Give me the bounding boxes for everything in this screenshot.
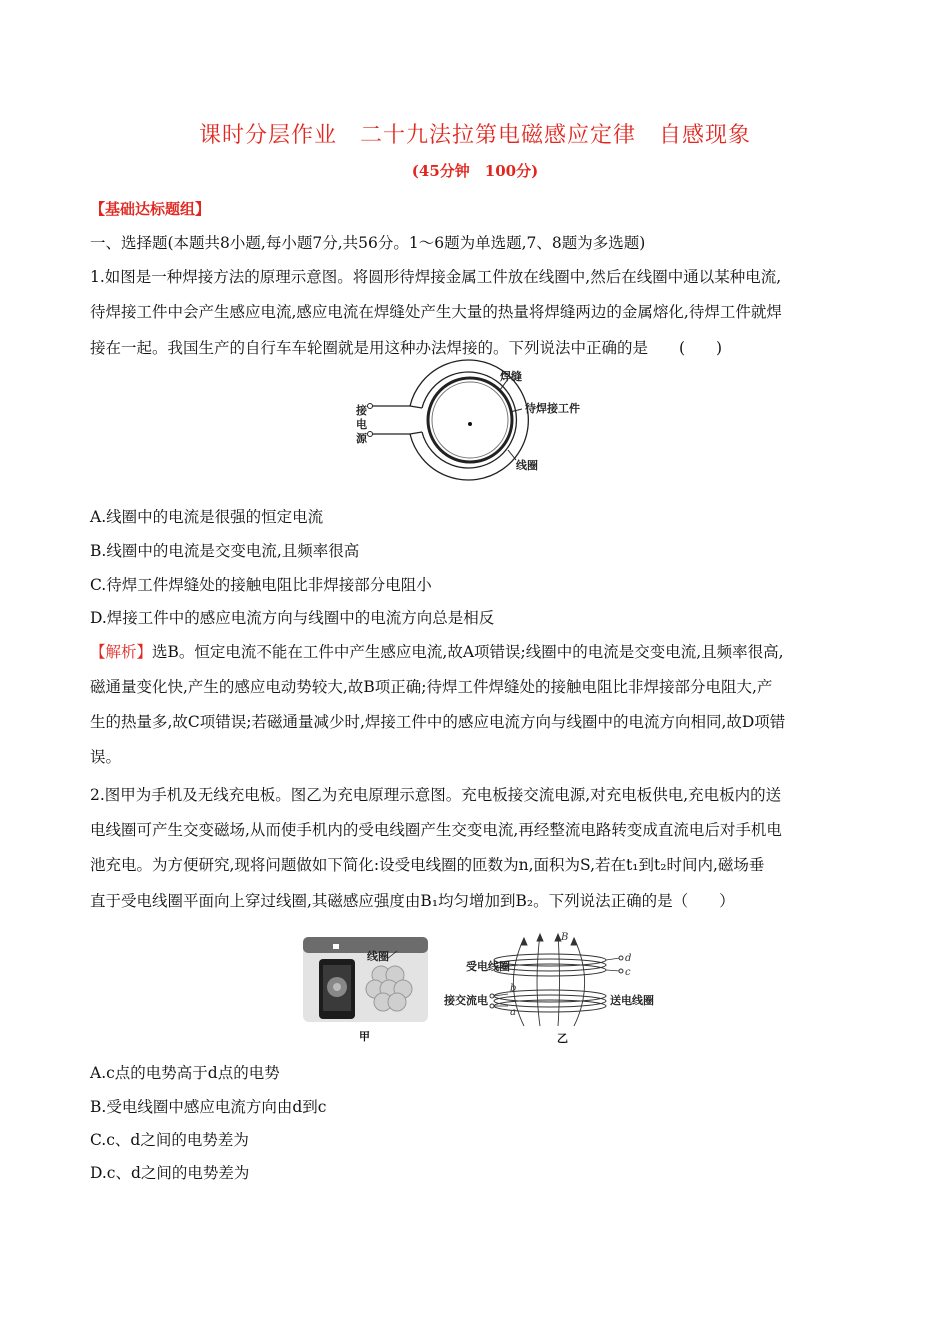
point-a-label: a — [510, 1007, 516, 1018]
point-c-label: c — [625, 967, 631, 978]
weld-label: 焊缝 — [500, 370, 522, 383]
power-label-char: 接 — [356, 404, 367, 417]
charging-principle-diagram — [440, 928, 660, 1028]
q2-option-a: A.c点的电势高于d点的电势 — [90, 1064, 280, 1082]
q1-line: 1.如图是一种焊接方法的原理示意图。将圆形待焊接金属工件放在线圈中,然后在线圈中通以某种电流, — [90, 268, 782, 286]
caption-a: 甲 — [359, 1030, 370, 1043]
q1-analysis-line: 误。 — [90, 748, 122, 766]
q1-option-b: B.线圈中的电流是交变电流,且频率很高 — [90, 542, 360, 560]
phone-charger-photo — [303, 937, 428, 1022]
q1-analysis-line: 生的热量多,故C项错误;若磁通量减少时,焊接工件中的感应电流方向与线圈中的电流方向相同,故D项错 — [90, 713, 786, 731]
q1-line: 待焊接工件中会产生感应电流,感应电流在焊缝处产生大量的热量将焊缝两边的金属熔化,待焊工件就焊 — [90, 303, 782, 321]
q2-option-d: D.c、d之间的电势差为 — [90, 1164, 250, 1182]
q2-option-b: B.受电线圈中感应电流方向由d到c — [90, 1098, 327, 1116]
q1-analysis-line: 磁通量变化快,产生的感应电动势较大,故B项正确;待焊工件焊缝处的接触电阻比非焊接部分电阻大,产 — [90, 678, 773, 696]
point-b-label: b — [510, 983, 517, 994]
q2-line: 电线圈可产生交变磁场,从而使手机内的受电线圈产生交变电流,再经整流电路转变成直流电后对手机电 — [90, 821, 782, 839]
field-label-b: B — [561, 932, 569, 943]
power-label-char: 源 — [356, 432, 367, 445]
terminal-icon — [368, 432, 373, 437]
q1-option-d: D.焊接工件中的感应电流方向与线圈中的电流方向总是相反 — [90, 609, 495, 627]
q2-line: 直于受电线圈平面向上穿过线圈,其磁感应强度由B₁均匀增加到B₂。下列说法正确的是（ ） — [90, 892, 735, 910]
center-dot — [468, 422, 472, 426]
analysis-text: 选B。恒定电流不能在工件中产生感应电流,故A项错误;线圈中的电流是交变电流,且频率很高, — [152, 643, 784, 661]
send-coil-label: 送电线圈 — [610, 994, 654, 1007]
power-label-char: 电 — [356, 418, 367, 431]
q2-line: 池充电。为方便研究,现将问题做如下简化:设受电线圈的匝数为n,面积为S,若在t₁到t₂时间内,磁场垂 — [90, 856, 765, 874]
receive-coil — [494, 954, 606, 976]
q2-line: 2.图甲为手机及无线充电板。图乙为充电原理示意图。充电板接交流电源,对充电板供电,充电板内的送 — [90, 786, 782, 804]
receive-coil-label: 受电线圈 — [466, 960, 510, 973]
terminal-icon — [368, 404, 373, 409]
q1-line: 接在一起。我国生产的自行车车轮圈就是用这种办法焊接的。下列说法中正确的是 ( ) — [90, 339, 723, 357]
coil-label: 线圈 — [516, 459, 538, 472]
ac-source-label: 接交流电 — [444, 994, 488, 1007]
workpiece-label: 待焊接工件 — [525, 402, 580, 415]
part-intro: 一、选择题(本题共8小题,每小题7分,共56分。1～6题为单选题,7、8题为多选题) — [90, 234, 646, 252]
q1-analysis-line — [90, 640, 784, 662]
workpiece-ring — [428, 378, 512, 462]
page-subtitle: (45分钟 100分) — [411, 162, 539, 180]
analysis-tag: 【解析】 — [90, 643, 153, 661]
q1-option-c: C.待焊工件焊缝处的接触电阻比非焊接部分电阻小 — [90, 576, 432, 594]
point-d-label: d — [625, 953, 632, 964]
section-label: 【基础达标题组】 — [90, 200, 211, 218]
q1-option-a: A.线圈中的电流是很强的恒定电流 — [90, 508, 324, 526]
q2-option-c: C.c、d之间的电势差为 — [90, 1131, 249, 1149]
welding-diagram — [340, 362, 600, 477]
coil-label: 线圈 — [367, 950, 389, 963]
page-title: 课时分层作业 二十九法拉第电磁感应定律 自感现象 — [198, 123, 751, 148]
caption-b: 乙 — [557, 1032, 568, 1045]
